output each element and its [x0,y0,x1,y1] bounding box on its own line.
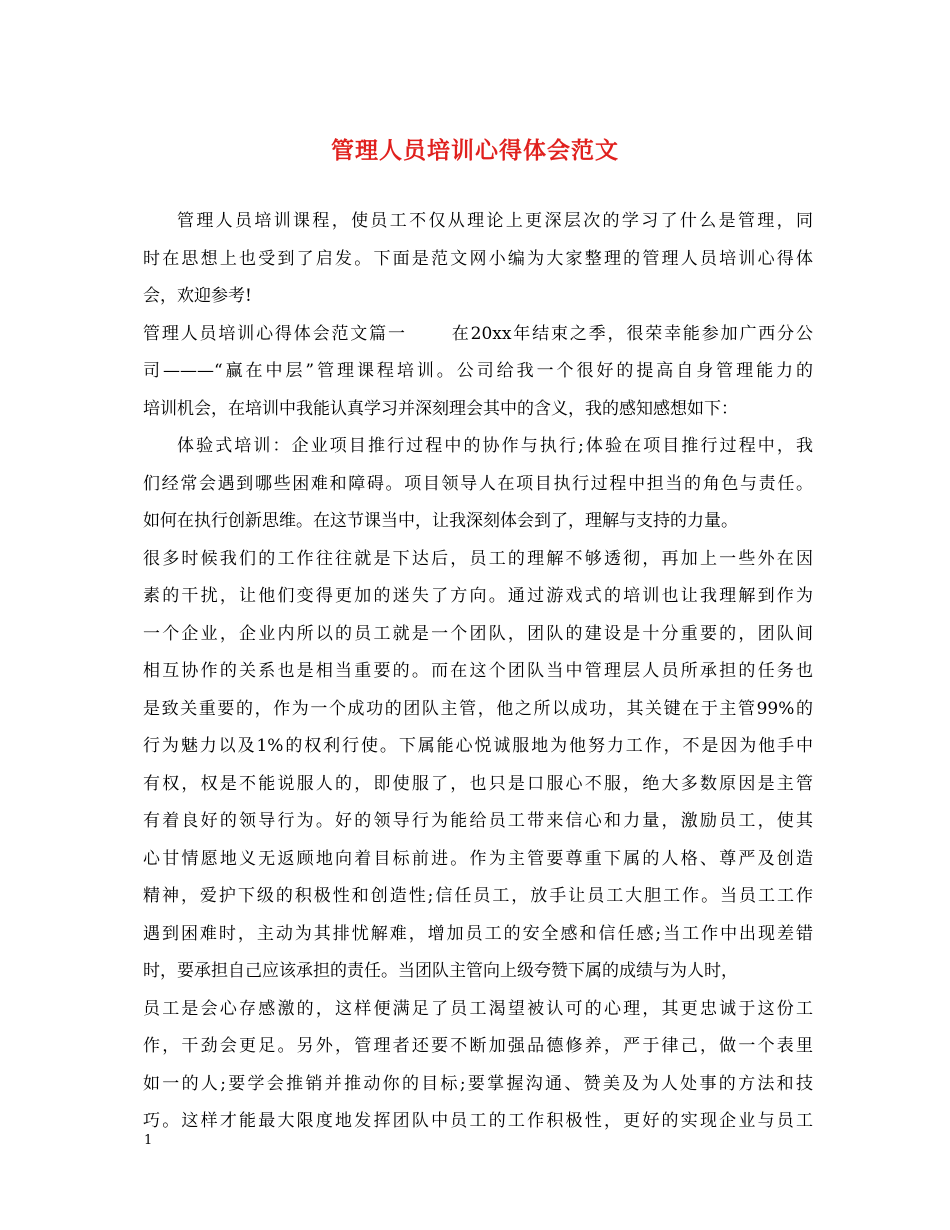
document-title: 管理人员培训心得体会范文 [331,137,619,164]
paragraph-line: 巧。这样才能最大限度地发挥团队中员工的工作积极性，更好的实现企业与员工 [143,1111,813,1131]
paragraph-line: 精神，爱护下级的积极性和创造性;信任员工，放手让员工大胆工作。当员工工作 [143,886,813,906]
paragraph-line: 行为魅力以及1%的权利行使。下属能心悦诚服地为他努力工作，不是因为他手中 [143,736,813,756]
paragraph-line: 素的干扰，让他们变得更加的迷失了方向。通过游戏式的培训也让我理解到作为 [143,586,813,606]
document-body [143,203,813,1141]
paragraph-line: 一个企业，企业内所以的员工就是一个团队，团队的建设是十分重要的，团队间 [143,623,813,644]
paragraph-line: 有着良好的领导行为。好的领导行为能给员工带来信心和力量，激励员工，使其 [143,811,813,831]
paragraph-line: 遇到困难时，主动为其排忧解难，增加员工的安全感和信任感;当工作中出现差错 [143,923,813,944]
paragraph-line: 如何在执行创新思维。在这节课当中，让我深刻体会到了，理解与支持的力量。 [143,511,738,531]
paragraph-line: 会，欢迎参考! [143,286,252,306]
paragraph-line: 很多时候我们的工作往往就是下达后，员工的理解不够透彻，再加上一些外在因 [143,548,813,569]
paragraph-line: 培训机会，在培训中我能认真学习并深刻理会其中的含义，我的感知感想如下： [143,398,738,419]
paragraph-line: 时在思想上也受到了启发。下面是范文网小编为大家整理的管理人员培训心得体 [143,248,813,269]
paragraph-line: 们经常会遇到哪些困难和障碍。项目领导人在项目执行过程中担当的角色与责任。 [143,473,813,494]
paragraph-line: 管理人员培训课程，使员工不仅从理论上更深层次的学习了什么是管理，同 [177,211,813,231]
paragraph-line: 司———“赢在中层”管理课程培训。公司给我一个很好的提高自身管理能力的 [143,361,813,381]
paragraph-line: 管理人员培训心得体会范文篇一 在20xx年结束之季，很荣幸能参加广西分公 [143,323,813,344]
paragraph-line: 员工是会心存感激的，这样便满足了员工渴望被认可的心理，其更忠诚于这份工 [143,998,813,1019]
paragraph-line: 体验式培训：企业项目推行过程中的协作与执行;体验在项目推行过程中，我 [177,436,813,456]
page-number: 1 [144,1133,153,1148]
paragraph-line: 是致关重要的，作为一个成功的团队主管，他之所以成功，其关键在于主管99%的 [143,698,813,719]
paragraph-line: 心甘情愿地义无返顾地向着目标前进。作为主管要尊重下属的人格、尊严及创造 [143,848,813,869]
paragraph-line: 有权，权是不能说服人的，即使服了，也只是口服心不服，绝大多数原因是主管 [143,773,813,794]
paragraph-line: 作，干劲会更足。另外，管理者还要不断加强品德修养，严于律己，做一个表里 [143,1036,813,1056]
paragraph-line: 时，要承担自己应该承担的责任。当团队主管向上级夸赞下属的成绩与为人时， [143,961,738,981]
paragraph-line: 如一的人;要学会推销并推动你的目标;要掌握沟通、赞美及为人处事的方法和技 [143,1073,813,1094]
paragraph-line: 相互协作的关系也是相当重要的。而在这个团队当中管理层人员所承担的任务也 [143,661,813,681]
